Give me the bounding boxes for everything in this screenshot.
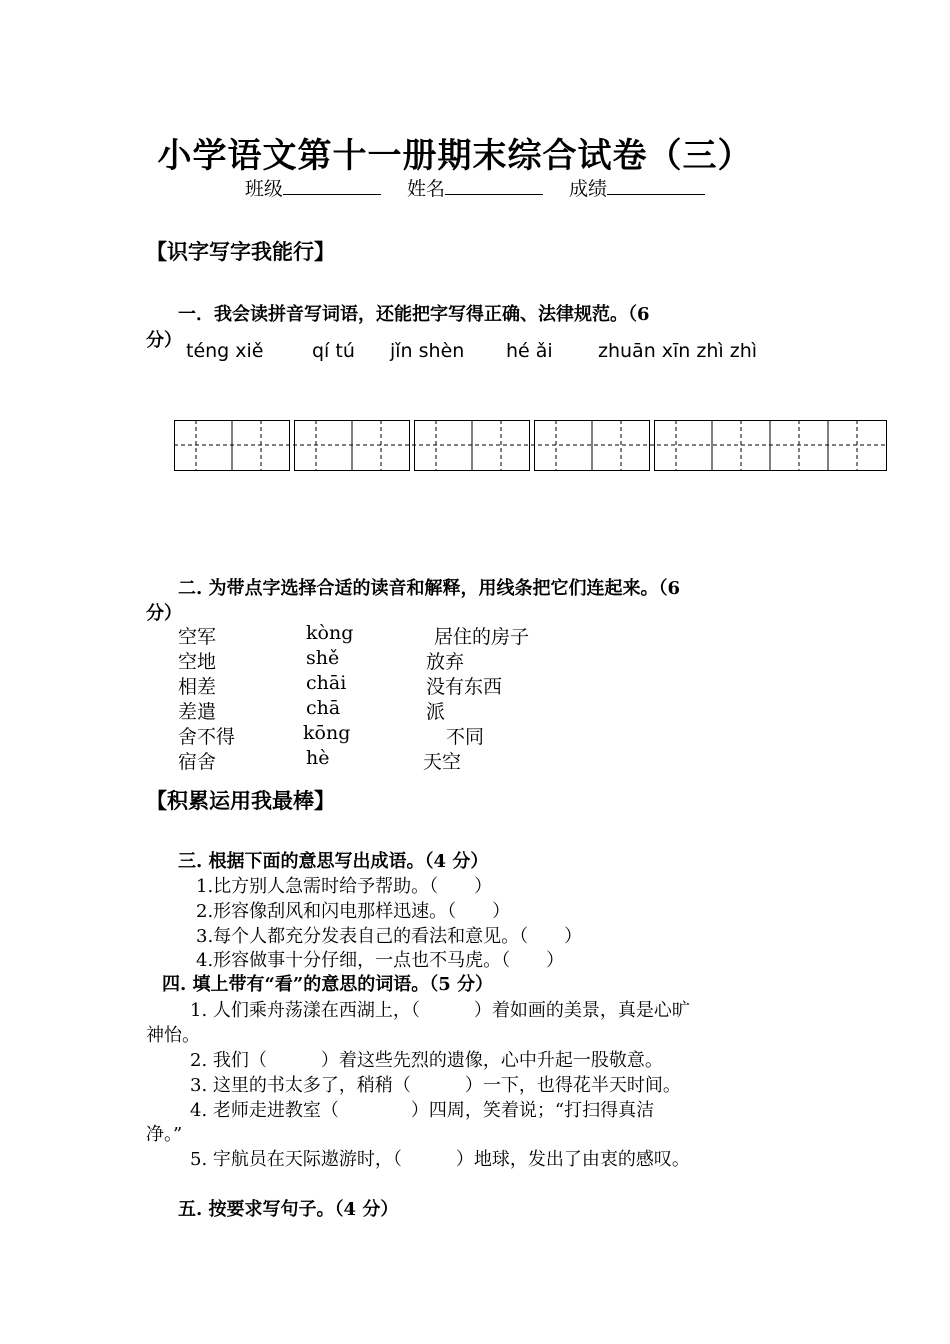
q3-item: 3.每个人都充分发表自己的看法和意见。（ ）: [196, 926, 583, 947]
q4-item: 5. 宇航员在天际遨游时，（ ）地球，发出了由衷的感叹。: [190, 1149, 690, 1170]
score-field: [569, 174, 705, 201]
q4-item: 1. 人们乘舟荡漾在西湖上，（ ）着如画的美景，真是心旷: [190, 1000, 690, 1021]
pinyin-2: qí tú: [312, 340, 355, 362]
q1-title: 一．我会读拼音写词语，还能把字写得正确、法律规范。（6: [178, 304, 650, 325]
q4-item: 3. 这里的书太多了，稍稍（ ）一下，也得花半天时间。: [190, 1075, 681, 1096]
match-meaning: 没有东西: [426, 676, 503, 698]
class-field: [245, 174, 381, 201]
match-meaning: 居住的房子: [434, 626, 530, 648]
score-blank[interactable]: [607, 176, 705, 195]
match-pinyin: chā: [306, 697, 341, 719]
q3-item: 2.形容像刮风和闪电那样迅速。（ ）: [196, 901, 511, 922]
name-blank[interactable]: [445, 176, 543, 195]
match-word: 舍不得: [178, 726, 236, 748]
match-word: 宿舍: [178, 751, 217, 773]
q3-item: 1.比方别人急需时给予帮助。（ ）: [196, 876, 493, 897]
match-word: 空地: [178, 651, 217, 673]
match-pinyin: kōng: [303, 722, 351, 744]
score-label: 成绩: [569, 178, 608, 200]
match-word: 差遣: [178, 701, 217, 723]
pinyin-3: jǐn shèn: [390, 340, 465, 362]
writing-grid[interactable]: [174, 420, 890, 474]
match-meaning: 天空: [423, 751, 462, 773]
q4-item-cont: 净。”: [146, 1124, 183, 1145]
q3-item: 4.形容做事十分仔细，一点也不马虎。（ ）: [196, 950, 565, 971]
q3-title: 三. 根据下面的意思写出成语。（4 分）: [178, 851, 489, 872]
match-meaning: 派: [426, 701, 446, 723]
q2-title: 二. 为带点字选择合适的读音和解释，用线条把它们连起来。（6: [178, 578, 681, 599]
pinyin-4: hé ǎi: [506, 340, 553, 362]
section-heading-usage: 【积累运用我最棒】: [146, 788, 335, 813]
name-field: [407, 174, 543, 201]
pinyin-1: téng xiě: [186, 340, 264, 362]
class-blank[interactable]: [283, 176, 381, 195]
match-pinyin: hè: [306, 747, 330, 769]
q4-item-cont: 神怡。: [146, 1025, 200, 1046]
match-meaning: 不同: [446, 726, 485, 748]
student-info: [0, 174, 950, 201]
pinyin-5: zhuān xīn zhì zhì: [598, 340, 758, 362]
match-pinyin: shě: [306, 647, 340, 669]
q4-item: 2. 我们（ ）着这些先烈的遗像，心中升起一股敬意。: [190, 1050, 663, 1071]
q1-title-cont: 分）: [146, 330, 182, 351]
q4-title: 四. 填上带有“看”的意思的词语。（5 分）: [162, 974, 494, 995]
match-word: 相差: [178, 676, 217, 698]
match-pinyin: kòng: [306, 622, 354, 644]
q4-item: 4. 老师走进教室（ ）四周，笑着说；“打扫得真洁: [190, 1100, 655, 1121]
q5-title: 五. 按要求写句子。（4 分）: [178, 1199, 399, 1220]
match-word: 空军: [178, 626, 217, 648]
section-heading-literacy: 【识字写字我能行】: [146, 239, 335, 264]
class-label: 班级: [244, 178, 283, 200]
match-pinyin: chāi: [306, 672, 347, 694]
q2-title-cont: 分）: [146, 603, 182, 624]
name-label: 姓名: [406, 178, 445, 200]
match-meaning: 放弃: [426, 651, 465, 673]
page-title: 小学语文第十一册期末综合试卷（三）: [157, 136, 753, 176]
